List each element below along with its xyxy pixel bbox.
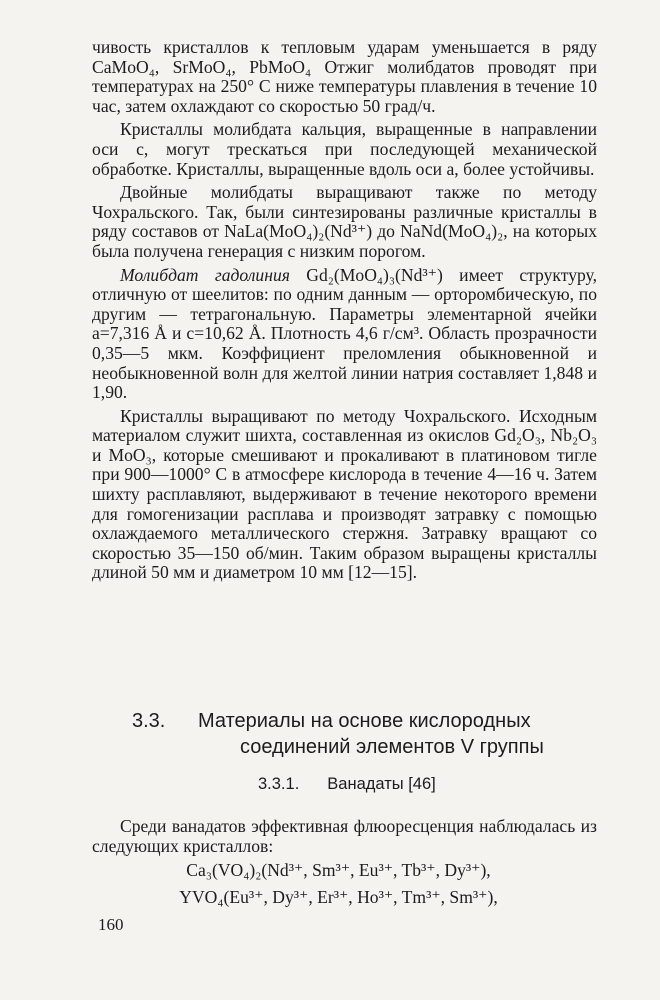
subsection-title: Ванадаты [46] <box>327 775 436 793</box>
body-text <box>92 38 597 583</box>
paragraph-double-molybdates: Двойные молибдаты выращивают также по методу Чохральского. Так, были синтезированы различные кристаллы в ряду составов от NaLa(MoO₄)₂(Nd³⁺) до NaNd(MoO₄)₂, на которых была получена генерация с низким порогом. <box>92 182 597 261</box>
formula-calcium-vanadate: Ca₃(VO₄)₂(Nd³⁺, Sm³⁺, Eu³⁺, Tb³⁺, Dy³⁺), <box>186 860 491 880</box>
gadolinium-description: Gd₂(MoO₄)₃(Nd³⁺) имеет структуру, отличную от шеелитов: по одним данным — орторомбическую, по другим — тетрагональную. Параметры элементарной ячейки a=7,316 Å и c=10,62 Å. Плотность 4,6 г/см³. Область прозрачности 0,35—5 мкм. Коэффициент преломления обыкновенной и необыкновенной волн для желтой линии натрия составляет 1,848 и 1,90. <box>92 264 597 403</box>
page-number: 160 <box>98 915 124 934</box>
paragraph-growth-method: Кристаллы выращивают по методу Чохральского. Исходным материалом служит шихта, составленная из окислов Gd₂O₃, Nb₂O₃ и MoO₃, которые смешивают и прокаливают в платиновом тигле при 900—1000° С в атмосфере кислорода в течение 4—16 ч. Затем шихту расплавляют, выдерживают в течение некоторого времени для гомогенизации расплава и производят затравку с помощью охлаждаемого металлического стержня. Затравку вращают со скоростью 35—150 об/мин. Таким образом выращены кристаллы длиной 50 мм и диаметром 10 мм [12—15]. <box>92 405 597 583</box>
italic-lead-term: Молибдат гадолиния <box>120 264 290 285</box>
paragraph-calcium-molybdate: Кристаллы молибдата кальция, выращенные в направлении оси c, могут трескаться при последующей механической обработке. Кристаллы, выращенные вдоль оси a, более устойчивы. <box>92 119 597 179</box>
section-title-line1: Материалы на основе кислородных <box>198 710 531 732</box>
formula-yttrium-vanadate: YVO₄(Eu³⁺, Dy³⁺, Er³⁺, Ho³⁺, Tm³⁺, Sm³⁺), <box>179 887 498 907</box>
subsection-number: 3.3.1. <box>258 775 300 793</box>
section-heading <box>92 708 597 760</box>
subsection-heading <box>258 774 436 794</box>
vanadate-intro <box>92 816 597 856</box>
section-title-line2: соединений элементов V группы <box>240 736 544 758</box>
paragraph-thermal-shock: чивость кристаллов к тепловым ударам уменьшается в ряду CaMoO₄, SrMoO₄, PbMoO₄ Отжиг молибдатов проводят при температурах на 250° С ниже температуры плавления в течение 10 час, затем охлаждают со скоростью 50 град/ч. <box>92 37 597 116</box>
paragraph-gadolinium-molybdate <box>92 266 597 403</box>
vanadate-paragraph: Среди ванадатов эффективная флюоресценция наблюдалась из следующих кристаллов: <box>92 816 597 856</box>
section-number: 3.3. <box>132 710 166 732</box>
